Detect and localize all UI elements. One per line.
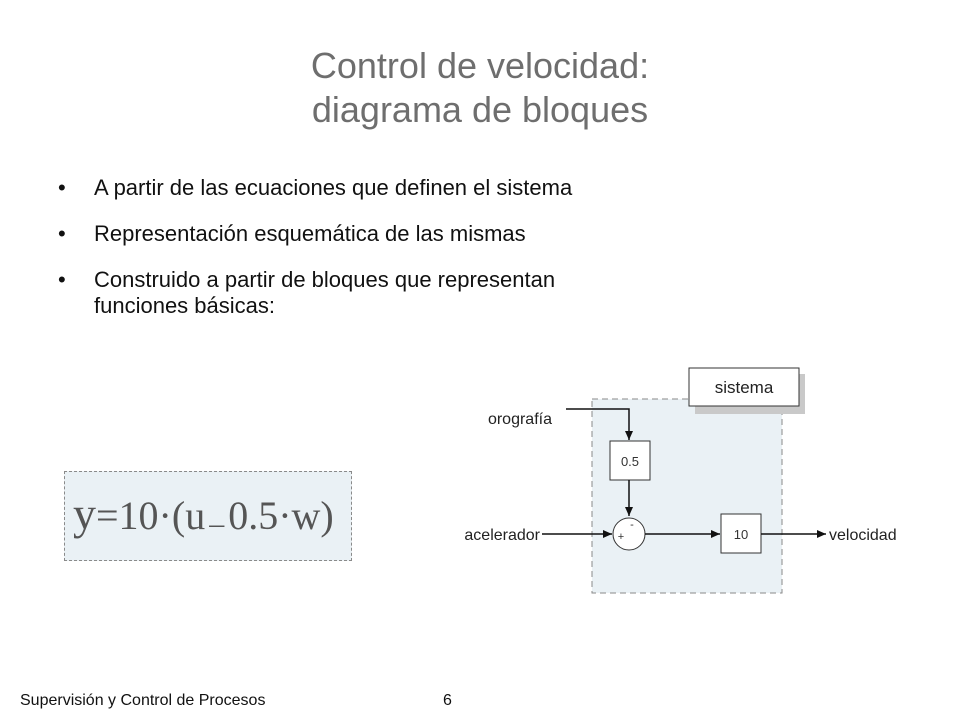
gain-main-label: 10	[733, 527, 749, 542]
disturbance-label: orografía	[487, 411, 552, 428]
system-label: sistema	[714, 378, 774, 397]
bullet-text: Representación esquemática de las mismas	[94, 221, 526, 246]
formula-minus: –	[209, 507, 225, 540]
sum-minus-sign: -	[630, 519, 634, 531]
title-line-2: diagrama de bloques	[311, 89, 649, 130]
output-label: velocidad	[829, 527, 897, 544]
bullet-text: Construido a partir de bloques que representan	[94, 267, 556, 292]
formula-left: =10·(u	[96, 493, 206, 538]
bullet-dot: •	[58, 267, 66, 292]
formula-right: 0.5·w)	[228, 493, 334, 538]
footer-course: Supervisión y Control de Procesos	[20, 692, 266, 709]
footer-page-number: 6	[443, 692, 452, 709]
system-boundary	[592, 399, 782, 593]
bullet-dot: •	[58, 175, 66, 200]
gain-feedback-label: 0.5	[620, 454, 640, 469]
title-line-1: Control de velocidad:	[310, 45, 650, 86]
formula-y: y	[73, 488, 96, 539]
sum-plus-sign: +	[617, 531, 625, 543]
main-input-label: acelerador	[464, 527, 540, 544]
bullet-text: funciones básicas:	[94, 293, 275, 318]
bullet-dot: •	[58, 221, 66, 246]
bullet-text: A partir de las ecuaciones que definen el sistema	[94, 175, 573, 200]
